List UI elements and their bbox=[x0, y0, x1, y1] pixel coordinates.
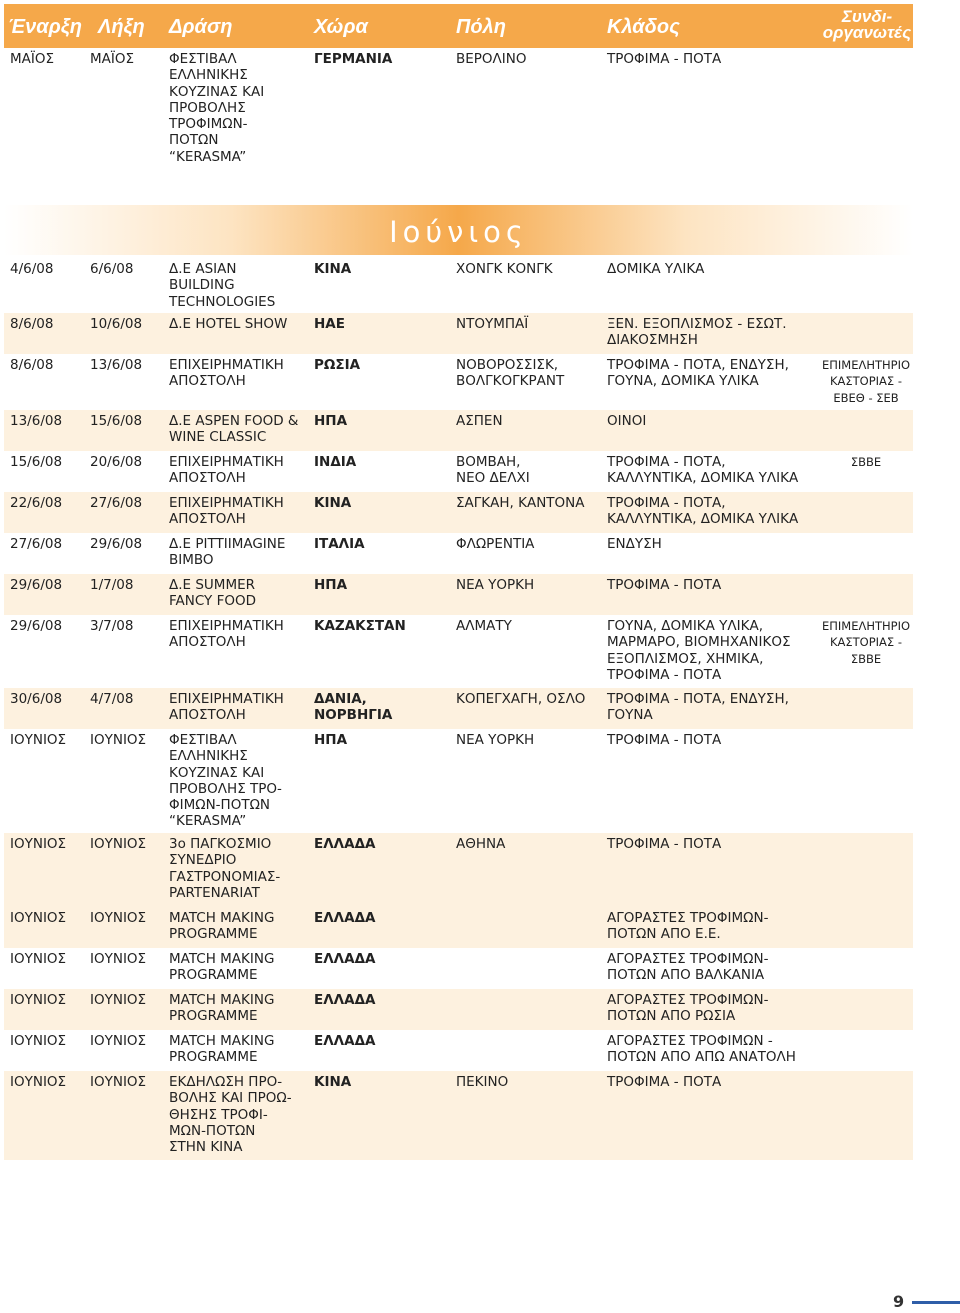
cell-action: MATCH MAKING PROGRAMME bbox=[169, 1033, 275, 1066]
cell-city: ΚΟΠΕΓΧΑΓΗ, ΟΣΛΟ bbox=[456, 691, 586, 707]
cell-start: 29/6/08 bbox=[10, 618, 63, 634]
table-row bbox=[4, 1030, 913, 1071]
header-city: Πόλη bbox=[456, 16, 506, 38]
cell-country: ΕΛΛΑΔΑ bbox=[314, 992, 376, 1008]
cell-start: 22/6/08 bbox=[10, 495, 63, 511]
table-row bbox=[4, 729, 913, 833]
table-row bbox=[4, 688, 913, 729]
cell-start: ΜΑΪΟΣ bbox=[10, 51, 55, 67]
cell-country: ΗΑΕ bbox=[314, 316, 345, 332]
cell-city: ΝΕΑ ΥΟΡΚΗ bbox=[456, 732, 535, 748]
cell-action: ΕΚΔΗΛΩΣΗ ΠΡΟ- ΒΟΛΗΣ ΚΑΙ ΠΡΟΩ- ΘΗΣΗΣ ΤΡΟΦΙ- ΜΩΝ-ΠΟΤΩΝ ΣΤΗΝ ΚΙΝΑ bbox=[169, 1074, 292, 1156]
page-number: 9 bbox=[893, 1292, 905, 1311]
cell-end: 4/7/08 bbox=[90, 691, 134, 707]
month-band bbox=[4, 205, 913, 255]
header-sector: Κλάδος bbox=[607, 16, 680, 38]
cell-country: ΚΙΝΑ bbox=[314, 495, 352, 511]
cell-action: Δ.Ε SUMMER FANCY FOOD bbox=[169, 577, 256, 610]
cell-action: MATCH MAKING PROGRAMME bbox=[169, 951, 275, 984]
cell-action: Δ.Ε ASPEN FOOD & WINE CLASSIC bbox=[169, 413, 299, 446]
cell-city: ΧΟΝΓΚ ΚΟΝΓΚ bbox=[456, 261, 553, 277]
cell-action: Δ.Ε ASIAN BUILDING TECHNOLOGIES bbox=[169, 261, 276, 310]
cell-action: ΕΠΙΧΕΙΡΗΜΑΤΙΚΗ ΑΠΟΣΤΟΛΗ bbox=[169, 691, 284, 724]
cell-sector: ΔΟΜΙΚΑ ΥΛΙΚΑ bbox=[607, 261, 705, 277]
cell-sector: ΑΓΟΡΑΣΤΕΣ ΤΡΟΦΙΜΩΝ- ΠΟΤΩΝ ΑΠΟ ΡΩΣΙΑ bbox=[607, 992, 769, 1025]
cell-end: 20/6/08 bbox=[90, 454, 143, 470]
table-row bbox=[4, 989, 913, 1030]
table-row bbox=[4, 410, 913, 451]
cell-end: 29/6/08 bbox=[90, 536, 143, 552]
cell-start: ΙΟΥΝΙΟΣ bbox=[10, 951, 67, 967]
table-row bbox=[4, 948, 913, 989]
cell-sector: ΤΡΟΦΙΜΑ - ΠΟΤΑ, ΚΑΛΛΥΝΤΙΚΑ, ΔΟΜΙΚΑ ΥΛΙΚΑ bbox=[607, 495, 799, 528]
cell-country: ΙΝΔΙΑ bbox=[314, 454, 357, 470]
cell-start: ΙΟΥΝΙΟΣ bbox=[10, 992, 67, 1008]
header-end: Λήξη bbox=[98, 16, 145, 38]
table-row bbox=[4, 451, 913, 492]
cell-city: ΝΕΑ ΥΟΡΚΗ bbox=[456, 577, 535, 593]
cell-sector: ΑΓΟΡΑΣΤΕΣ ΤΡΟΦΙΜΩΝ - ΠΟΤΩΝ ΑΠΟ ΑΠΩ ΑΝΑΤΟΛΗ bbox=[607, 1033, 796, 1066]
table-row bbox=[4, 833, 913, 907]
cell-org: ΣΒΒΕ bbox=[850, 455, 882, 469]
cell-country: ΗΠΑ bbox=[314, 413, 348, 429]
cell-city: ΣΑΓΚΑΗ, ΚΑΝΤΟΝΑ bbox=[456, 495, 585, 511]
cell-action: ΕΠΙΧΕΙΡΗΜΑΤΙΚΗ ΑΠΟΣΤΟΛΗ bbox=[169, 357, 284, 390]
cell-city: ΑΣΠΕΝ bbox=[456, 413, 503, 429]
header-start: Έναρξη bbox=[8, 16, 82, 38]
cell-end: ΙΟΥΝΙΟΣ bbox=[90, 1033, 147, 1049]
cell-country: ΚΑΖΑΚΣΤΑΝ bbox=[314, 618, 406, 634]
cell-city: ΦΛΩΡΕΝΤΙΑ bbox=[456, 536, 535, 552]
table-row bbox=[4, 48, 913, 198]
cell-city: ΑΛΜΑΤΥ bbox=[456, 618, 512, 634]
cell-sector: ΞΕΝ. ΕΞΟΠΛΙΣΜΟΣ - ΕΣΩΤ. ΔΙΑΚΟΣΜΗΣΗ bbox=[607, 316, 787, 349]
cell-country: ΔΑΝΙΑ, ΝΟΡΒΗΓΙΑ bbox=[314, 691, 393, 724]
header-coorganizers: Συνδι- οργανωτές bbox=[822, 7, 912, 42]
cell-sector: ΑΓΟΡΑΣΤΕΣ ΤΡΟΦΙΜΩΝ- ΠΟΤΩΝ ΑΠΟ ΒΑΛΚΑΝΙΑ bbox=[607, 951, 769, 984]
cell-org: ΕΠΙΜΕΛΗΤΗΡΙΟ ΚΑΣΤΟΡΙΑΣ - ΕΒΕΘ - ΣΕΒ bbox=[821, 358, 911, 405]
cell-start: ΙΟΥΝΙΟΣ bbox=[10, 1074, 67, 1090]
table-row bbox=[4, 354, 913, 410]
cell-org: ΕΠΙΜΕΛΗΤΗΡΙΟ ΚΑΣΤΟΡΙΑΣ - ΣΒΒΕ bbox=[821, 619, 911, 666]
cell-sector: ΤΡΟΦΙΜΑ - ΠΟΤΑ bbox=[607, 577, 722, 593]
cell-action: ΦΕΣΤΙΒΑΛ ΕΛΛΗΝΙΚΗΣ ΚΟΥΖΙΝΑΣ ΚΑΙ ΠΡΟΒΟΛΗΣ ΤΡΟΦΙΜΩΝ- ΠΟΤΩΝ “KERASMA” bbox=[169, 51, 265, 165]
month-label: Ιούνιος bbox=[389, 215, 528, 249]
cell-end: 10/6/08 bbox=[90, 316, 143, 332]
cell-end: 1/7/08 bbox=[90, 577, 134, 593]
cell-sector: ΤΡΟΦΙΜΑ - ΠΟΤΑ bbox=[607, 732, 722, 748]
table-row bbox=[4, 574, 913, 615]
cell-city: ΒΟΜΒΑΗ, ΝΕΟ ΔΕΛΧΙ bbox=[456, 454, 530, 487]
cell-end: 27/6/08 bbox=[90, 495, 143, 511]
table-row bbox=[4, 907, 913, 948]
cell-end: 6/6/08 bbox=[90, 261, 134, 277]
cell-action: Δ.Ε PITTIIMAGINE BIMBO bbox=[169, 536, 286, 569]
cell-action: MATCH MAKING PROGRAMME bbox=[169, 992, 275, 1025]
table-row bbox=[4, 313, 913, 354]
cell-end: ΙΟΥΝΙΟΣ bbox=[90, 836, 147, 852]
cell-sector: ΓΟΥΝΑ, ΔΟΜΙΚΑ ΥΛΙΚΑ, ΜΑΡΜΑΡΟ, ΒΙΟΜΗΧΑΝΙΚΟΣ ΕΞΟΠΛΙΣΜΟΣ, ΧΗΜΙΚΑ, ΤΡΟΦΙΜΑ - ΠΟΤΑ bbox=[607, 618, 791, 683]
header-country: Χώρα bbox=[314, 16, 368, 38]
cell-start: 4/6/08 bbox=[10, 261, 54, 277]
cell-start: ΙΟΥΝΙΟΣ bbox=[10, 836, 67, 852]
cell-country: ΕΛΛΑΔΑ bbox=[314, 910, 376, 926]
cell-country: ΗΠΑ bbox=[314, 732, 348, 748]
cell-action: 3ο ΠΑΓΚΟΣΜΙΟ ΣΥΝΕΔΡΙΟ ΓΑΣΤΡΟΝΟΜΙΑΣ- PARTENARIAT bbox=[169, 836, 281, 901]
cell-action: MATCH MAKING PROGRAMME bbox=[169, 910, 275, 943]
table-row bbox=[4, 533, 913, 574]
cell-country: ΚΙΝΑ bbox=[314, 1074, 352, 1090]
cell-start: ΙΟΥΝΙΟΣ bbox=[10, 910, 67, 926]
cell-action: ΕΠΙΧΕΙΡΗΜΑΤΙΚΗ ΑΠΟΣΤΟΛΗ bbox=[169, 618, 284, 651]
cell-action: Δ.Ε HOTEL SHOW bbox=[169, 316, 288, 332]
cell-city: ΒΕΡΟΛΙΝΟ bbox=[456, 51, 527, 67]
cell-action: ΦΕΣΤΙΒΑΛ ΕΛΛΗΝΙΚΗΣ ΚΟΥΖΙΝΑΣ ΚΑΙ ΠΡΟΒΟΛΗΣ ΤΡΟ- ΦΙΜΩΝ-ΠΟΤΩΝ “KERASMA” bbox=[169, 732, 282, 830]
cell-sector: ΑΓΟΡΑΣΤΕΣ ΤΡΟΦΙΜΩΝ- ΠΟΤΩΝ ΑΠΟ Ε.Ε. bbox=[607, 910, 769, 943]
cell-city: ΝΟΒΟΡΟΣΣΙΣΚ, ΒΟΛΓΚΟΓΚΡΑΝΤ bbox=[456, 357, 565, 390]
cell-sector: ΤΡΟΦΙΜΑ - ΠΟΤΑ bbox=[607, 1074, 722, 1090]
table-row bbox=[4, 492, 913, 533]
cell-end: ΙΟΥΝΙΟΣ bbox=[90, 951, 147, 967]
cell-sector: ΤΡΟΦΙΜΑ - ΠΟΤΑ, ΕΝΔΥΣΗ, ΓΟΥΝΑ bbox=[607, 691, 789, 724]
cell-country: ΡΩΣΙΑ bbox=[314, 357, 361, 373]
cell-action: ΕΠΙΧΕΙΡΗΜΑΤΙΚΗ ΑΠΟΣΤΟΛΗ bbox=[169, 495, 284, 528]
cell-country: ΕΛΛΑΔΑ bbox=[314, 951, 376, 967]
cell-country: ΓΕΡΜΑΝΙΑ bbox=[314, 51, 393, 67]
cell-sector: ΤΡΟΦΙΜΑ - ΠΟΤΑ bbox=[607, 51, 722, 67]
page-number-rule bbox=[912, 1301, 960, 1304]
cell-start: ΙΟΥΝΙΟΣ bbox=[10, 1033, 67, 1049]
cell-city: ΠΕΚΙΝΟ bbox=[456, 1074, 509, 1090]
cell-end: ΙΟΥΝΙΟΣ bbox=[90, 910, 147, 926]
cell-start: 8/6/08 bbox=[10, 357, 54, 373]
cell-start: 29/6/08 bbox=[10, 577, 63, 593]
cell-end: ΙΟΥΝΙΟΣ bbox=[90, 992, 147, 1008]
table-header bbox=[4, 4, 913, 48]
cell-start: 13/6/08 bbox=[10, 413, 63, 429]
table-row bbox=[4, 615, 913, 688]
cell-start: 27/6/08 bbox=[10, 536, 63, 552]
cell-start: 30/6/08 bbox=[10, 691, 63, 707]
cell-country: ΗΠΑ bbox=[314, 577, 348, 593]
cell-sector: ΟΙΝΟΙ bbox=[607, 413, 647, 429]
cell-start: 8/6/08 bbox=[10, 316, 54, 332]
cell-start: ΙΟΥΝΙΟΣ bbox=[10, 732, 67, 748]
cell-sector: ΤΡΟΦΙΜΑ - ΠΟΤΑ bbox=[607, 836, 722, 852]
cell-action: ΕΠΙΧΕΙΡΗΜΑΤΙΚΗ ΑΠΟΣΤΟΛΗ bbox=[169, 454, 284, 487]
cell-end: 15/6/08 bbox=[90, 413, 143, 429]
cell-country: ΕΛΛΑΔΑ bbox=[314, 836, 376, 852]
header-action: Δράση bbox=[169, 16, 233, 38]
cell-country: ΙΤΑΛΙΑ bbox=[314, 536, 365, 552]
cell-country: ΕΛΛΑΔΑ bbox=[314, 1033, 376, 1049]
cell-end: 3/7/08 bbox=[90, 618, 134, 634]
table-row bbox=[4, 1071, 913, 1160]
cell-end: 13/6/08 bbox=[90, 357, 143, 373]
cell-end: ΙΟΥΝΙΟΣ bbox=[90, 732, 147, 748]
cell-sector: ΤΡΟΦΙΜΑ - ΠΟΤΑ, ΕΝΔΥΣΗ, ΓΟΥΝΑ, ΔΟΜΙΚΑ ΥΛΙΚΑ bbox=[607, 357, 789, 390]
cell-country: ΚΙΝΑ bbox=[314, 261, 352, 277]
cell-city: ΑΘΗΝΑ bbox=[456, 836, 506, 852]
cell-end: ΜΑΪΟΣ bbox=[90, 51, 135, 67]
cell-sector: ΕΝΔΥΣΗ bbox=[607, 536, 662, 552]
cell-end: ΙΟΥΝΙΟΣ bbox=[90, 1074, 147, 1090]
table-row bbox=[4, 258, 913, 311]
cell-sector: ΤΡΟΦΙΜΑ - ΠΟΤΑ, ΚΑΛΛΥΝΤΙΚΑ, ΔΟΜΙΚΑ ΥΛΙΚΑ bbox=[607, 454, 799, 487]
cell-start: 15/6/08 bbox=[10, 454, 63, 470]
cell-city: ΝΤΟΥΜΠΑΪ bbox=[456, 316, 529, 332]
